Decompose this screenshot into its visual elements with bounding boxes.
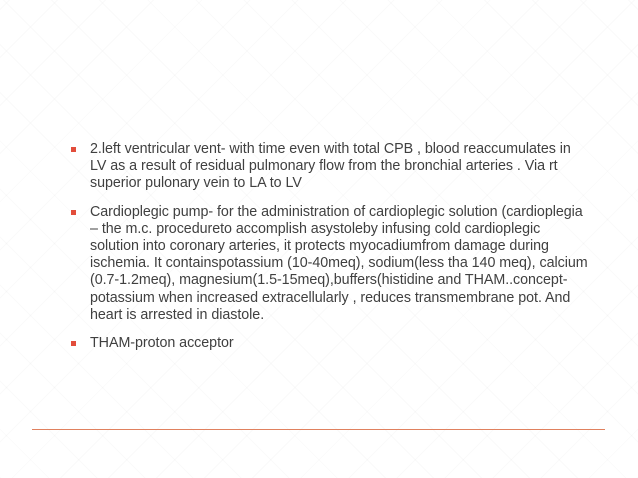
bullet-text: THAM-proton acceptor xyxy=(90,335,234,352)
bullet-item-cardioplegic-pump xyxy=(71,204,591,324)
square-bullet-icon xyxy=(71,341,76,346)
square-bullet-icon xyxy=(71,147,76,152)
bullet-item-tham xyxy=(71,335,591,352)
square-bullet-icon xyxy=(71,210,76,215)
footer-divider xyxy=(32,429,605,430)
bullet-text: 2.left ventricular vent- with time even with total CPB , blood reaccumulates in LV as a result of residual pulmonary flow from the bronchial arteries . Via rt superior pulonary vein to LA to LV xyxy=(90,141,571,192)
bullet-list xyxy=(71,141,591,363)
bullet-item-lv-vent xyxy=(71,141,591,193)
bullet-text: Cardioplegic pump- for the administration of cardioplegic solution (cardioplegia – the m.c. procedureto accomplish asystoleby infusing cold cardioplegic solution into coronary arteries, it protects myocadiumfrom damage during ischemia. It containspotassium (10-40meq), sodium(less tha 140 meq), calcium (0.7-1.2meq), magnesium(1.5-15meq),buffers(histidine and THAM..concept- potassium when increased extracellularly , reduces transmembrane pot. And heart is arrested in diastole. xyxy=(90,203,588,323)
